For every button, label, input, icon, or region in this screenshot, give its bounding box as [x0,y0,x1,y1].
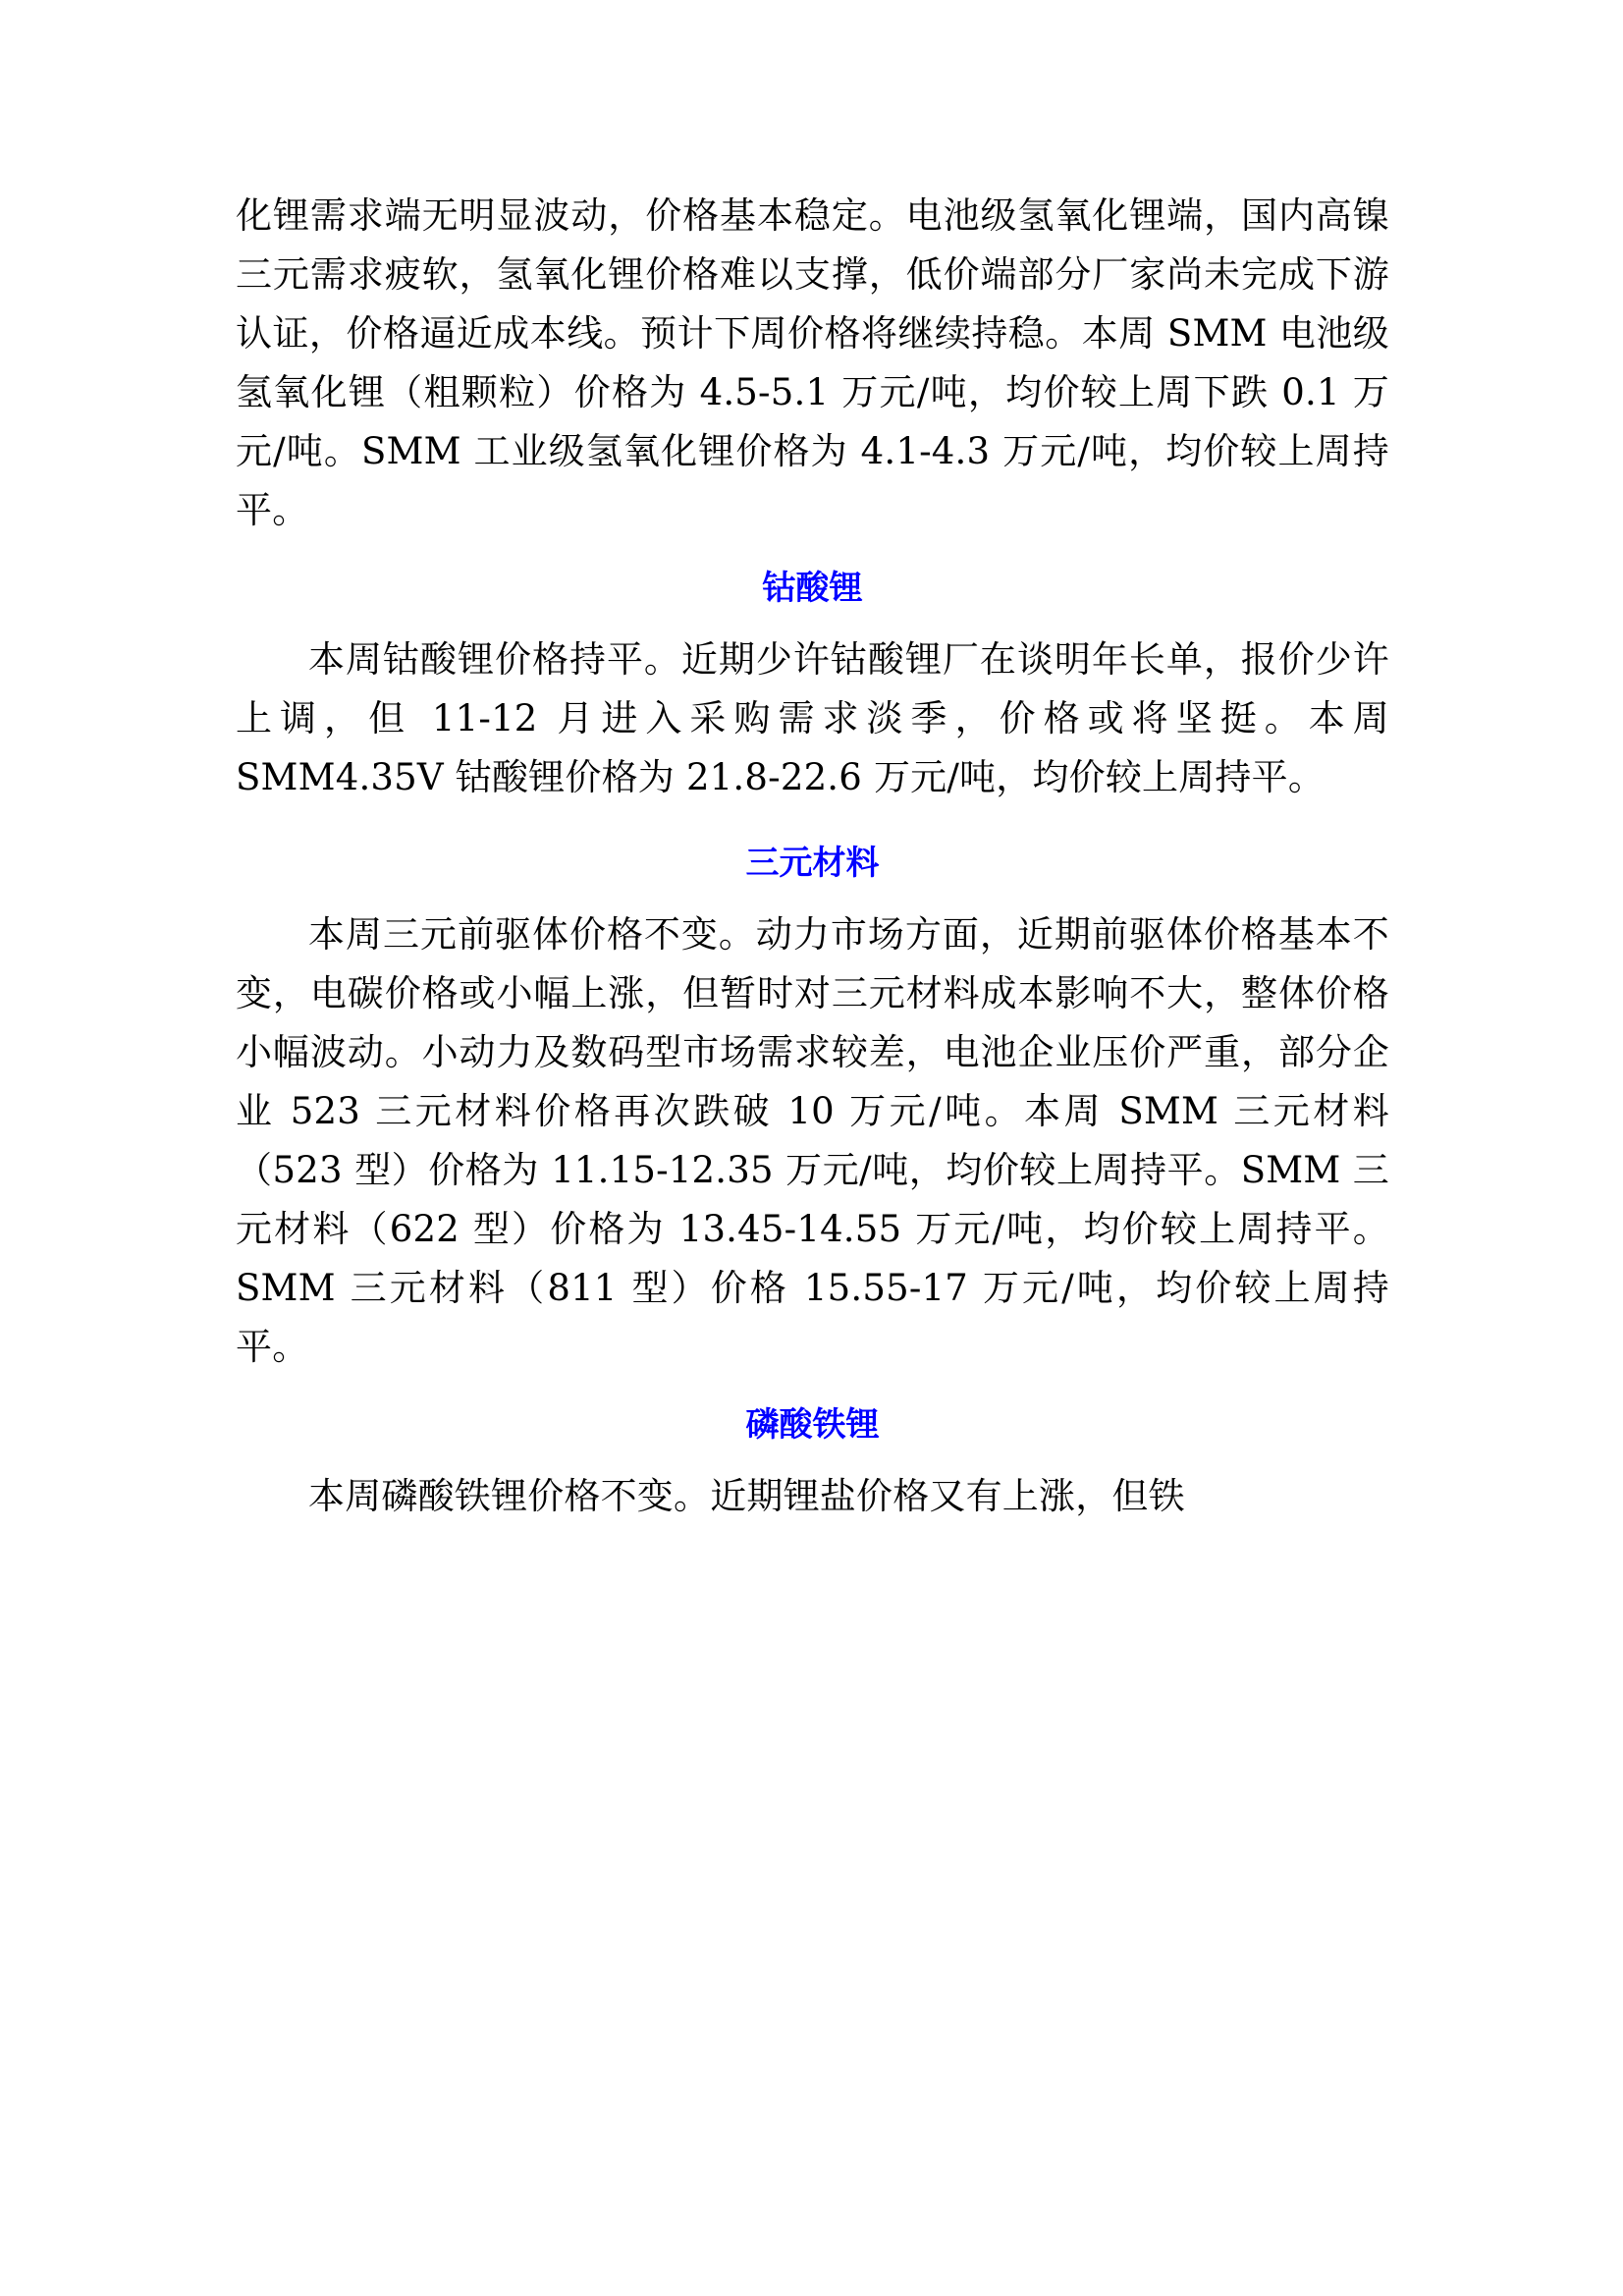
paragraph-ternary-material: 本周三元前驱体价格不变。动力市场方面，近期前驱体价格基本不变，电碳价格或小幅上涨，但暂时对三元材料成本影响不大，整体价格小幅波动。小动力及数码型市场需求较差，电池企业压价严重，部分企业 523 三元材料价格再次跌破 10 万元/吨。本周 SMM 三元材料（523 型）价格为 11.15-12.35 万元/吨，均价较上周持平。SMM 三元材料（622 型）价格为 13.45-14.55 万元/吨，均价较上周持平。SMM 三元材料（811 型）价格 15.55-17 万元/吨，均价较上周持平。 [236,913,1389,1368]
spacer [236,1451,1389,1467]
heading-ternary-material: 三元材料 [745,843,880,883]
heading-lithium-cobalt-oxide: 钴酸锂 [762,568,863,608]
spacer [236,1377,1389,1398]
heading-lithium-iron-phosphate: 磷酸铁锂 [745,1404,880,1445]
paragraph-lithium-iron-phosphate: 本周磷酸铁锂价格不变。近期锂盐价格又有上涨，但铁 [308,1475,1185,1518]
spacer [236,807,1389,837]
spacer [236,540,1389,562]
paragraph-lithium-cobalt-oxide: 本周钴酸锂价格持平。近期少许钴酸锂厂在谈明年长单，报价少许上调，但 11-12 月进入采购需求淡季，价格或将坚挺。本周 SMM4.35V 钴酸锂价格为 21.8-22.6 万元/吨，均价较上周持平。 [236,638,1389,798]
spacer [236,890,1389,905]
spacer [236,615,1389,630]
document-body [236,187,1389,1526]
paragraph-lithium-hydroxide: 化锂需求端无明显波动，价格基本稳定。电池级氢氧化锂端，国内高镍三元需求疲软，氢氧化锂价格难以支撑，低价端部分厂家尚未完成下游认证，价格逼近成本线。预计下周价格将继续持稳。本周 SMM 电池级氢氧化锂（粗颗粒）价格为 4.5-5.1 万元/吨，均价较上周下跌 0.1 万元/吨。SMM 工业级氢氧化锂价格为 4.1-4.3 万元/吨，均价较上周持平。 [236,194,1389,531]
